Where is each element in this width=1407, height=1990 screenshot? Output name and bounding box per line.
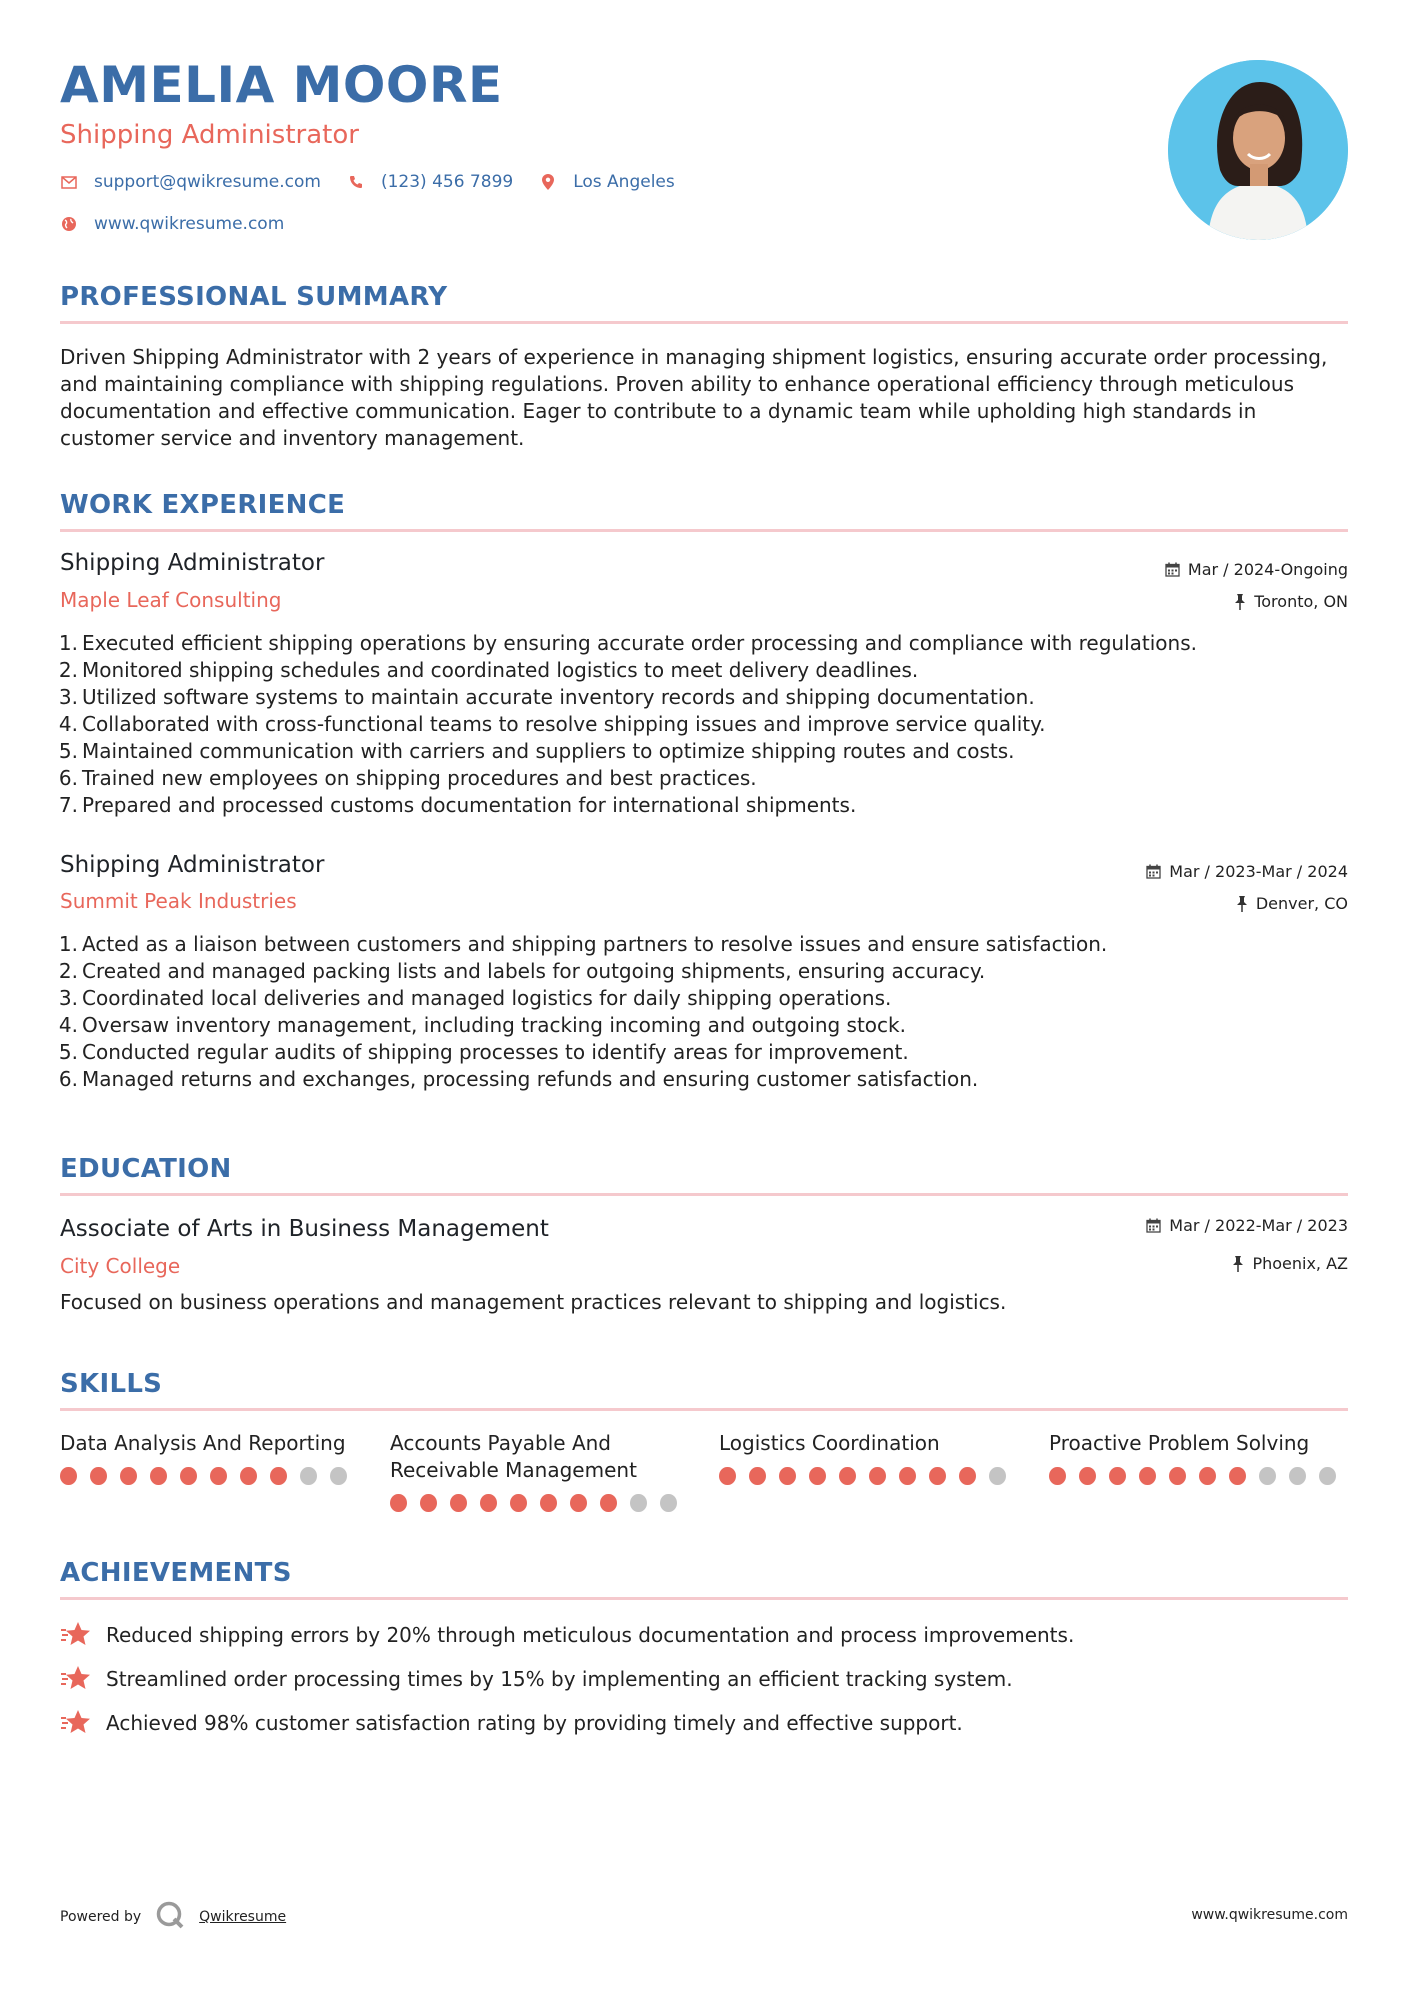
skill-dot-filled: [839, 1467, 856, 1485]
skill-dot-filled: [540, 1494, 557, 1512]
candidate-role: Shipping Administrator: [60, 120, 359, 150]
skill-dot-filled: [869, 1467, 886, 1485]
list-item: 7. Prepared and processed customs documentation for international shipments.: [58, 793, 857, 817]
skill-dot-filled: [1109, 1467, 1126, 1485]
skill-dot-filled: [390, 1494, 407, 1512]
education-location: [1232, 1254, 1348, 1273]
achievement-item: [60, 1664, 1013, 1694]
skill-dot-empty: [1319, 1467, 1336, 1485]
contact-row-secondary: [60, 214, 310, 234]
job-dates-text: Mar / 2024-Ongoing: [1187, 560, 1348, 579]
website-link[interactable]: www.qwikresume.com: [94, 214, 285, 234]
contact-row-primary: [60, 172, 701, 192]
pushpin-icon: [1232, 1256, 1244, 1272]
skill-dot-empty: [1289, 1467, 1306, 1485]
skill-item: [719, 1430, 1019, 1485]
skill-dot-filled: [1079, 1467, 1096, 1485]
skill-dot-filled: [240, 1467, 257, 1485]
skill-dot-filled: [210, 1467, 227, 1485]
pushpin-icon: [1234, 594, 1246, 610]
list-item: 3. Coordinated local deliveries and managed logistics for daily shipping operations.: [58, 986, 892, 1010]
qwikresume-logo-icon: [155, 1900, 185, 1934]
skill-item: [390, 1430, 690, 1512]
list-item: 1. Executed efficient shipping operations by ensuring accurate order processing and compliance with regulations.: [58, 631, 1197, 655]
skill-dot-filled: [749, 1467, 766, 1485]
skill-name: Proactive Problem Solving: [1049, 1431, 1310, 1455]
section-divider: [60, 1408, 1348, 1411]
skill-dot-filled: [1199, 1467, 1216, 1485]
footer-url[interactable]: www.qwikresume.com: [1191, 1907, 1348, 1923]
list-item: 2. Monitored shipping schedules and coordinated logistics to meet delivery deadlines.: [58, 658, 919, 682]
achievement-text: Achieved 98% customer satisfaction rating by providing timely and effective support.: [106, 1711, 963, 1735]
list-item: 4. Oversaw inventory management, including tracking incoming and outgoing stock.: [58, 1013, 906, 1037]
education-location-text: Phoenix, AZ: [1252, 1254, 1348, 1273]
job-location-text: Denver, CO: [1255, 894, 1348, 913]
job-bullets: [52, 630, 1352, 819]
job-dates-text: Mar / 2023-Mar / 2024: [1169, 862, 1348, 881]
skill-rating: [719, 1467, 1019, 1485]
skill-dot-filled: [120, 1467, 137, 1485]
powered-by-label: Powered by: [60, 1909, 142, 1925]
skill-dot-filled: [929, 1467, 946, 1485]
achievements-heading: ACHIEVEMENTS: [60, 1558, 292, 1588]
section-divider: [60, 1193, 1348, 1196]
star-award-icon: [60, 1708, 92, 1738]
job-title: Shipping Administrator: [60, 852, 325, 878]
skill-dot-filled: [809, 1467, 826, 1485]
achievement-text: Reduced shipping errors by 20% through meticulous documentation and process improvements.: [106, 1623, 1075, 1647]
skill-dot-filled: [719, 1467, 736, 1485]
skill-name: Logistics Coordination: [719, 1431, 940, 1455]
skill-dot-filled: [1049, 1467, 1066, 1485]
list-item: 4. Collaborated with cross-functional teams to resolve shipping issues and improve service quality.: [58, 712, 1046, 736]
company-name: Summit Peak Industries: [60, 889, 297, 913]
profile-photo: [1168, 60, 1348, 240]
phone-number[interactable]: (123) 456 7899: [380, 172, 514, 192]
skill-dot-empty: [1259, 1467, 1276, 1485]
skill-name: Data Analysis And Reporting: [60, 1431, 346, 1455]
skill-dot-filled: [180, 1467, 197, 1485]
skill-dot-filled: [570, 1494, 587, 1512]
skill-dot-filled: [510, 1494, 527, 1512]
list-item: 1. Acted as a liaison between customers and shipping partners to resolve issues and ensure satisfaction.: [58, 932, 1108, 956]
company-name: Maple Leaf Consulting: [60, 588, 282, 612]
summary-text: Driven Shipping Administrator with 2 years of experience in managing shipment logistics, ensuring accurate order processing, and maintaining compliance with shipping regulations. Proven ability to enhance operational efficiency through meticulous documentation and effective communication. Eager to contribute to a dynamic team while upholding high standards in customer service and inventory management.: [60, 345, 1328, 450]
achievement-text: Streamlined order processing times by 15% by implementing an efficient tracking system.: [106, 1667, 1013, 1691]
skill-item: [60, 1430, 360, 1485]
skill-item: [1049, 1430, 1349, 1485]
summary-heading: PROFESSIONAL SUMMARY: [60, 282, 448, 312]
education-dates-text: Mar / 2022-Mar / 2023: [1169, 1216, 1348, 1235]
skill-dot-filled: [480, 1494, 497, 1512]
school-name: City College: [60, 1254, 181, 1278]
skill-dot-filled: [60, 1467, 77, 1485]
skill-dot-filled: [1169, 1467, 1186, 1485]
job-location-text: Toronto, ON: [1254, 592, 1348, 611]
job-location: [1236, 894, 1348, 913]
phone-icon: [347, 173, 365, 191]
star-award-icon: [60, 1620, 92, 1650]
skill-dot-filled: [899, 1467, 916, 1485]
skill-rating: [390, 1494, 690, 1512]
list-item: 6. Trained new employees on shipping procedures and best practices.: [58, 766, 757, 790]
list-item: 3. Utilized software systems to maintain accurate inventory records and shipping documentation.: [58, 685, 1035, 709]
email-link[interactable]: support@qwikresume.com: [94, 172, 321, 192]
skill-dot-filled: [450, 1494, 467, 1512]
skill-dot-filled: [1139, 1467, 1156, 1485]
education-description: Focused on business operations and management practices relevant to shipping and logistics.: [60, 1290, 1007, 1314]
job-dates: [1146, 862, 1348, 881]
skill-dot-filled: [600, 1494, 617, 1512]
calendar-icon: [1146, 1218, 1161, 1233]
footer-powered-by: [60, 1900, 286, 1934]
skill-rating: [60, 1467, 360, 1485]
section-divider: [60, 321, 1348, 324]
candidate-name: AMELIA MOORE: [60, 56, 503, 114]
achievement-item: [60, 1708, 963, 1738]
skill-dot-empty: [330, 1467, 347, 1485]
calendar-icon: [1165, 562, 1180, 577]
skill-dot-filled: [270, 1467, 287, 1485]
star-award-icon: [60, 1664, 92, 1694]
skill-rating: [1049, 1467, 1349, 1485]
job-dates: [1165, 560, 1348, 579]
job-bullets: [52, 931, 1352, 1093]
skill-dot-empty: [660, 1494, 677, 1512]
skill-dot-empty: [300, 1467, 317, 1485]
list-item: 5. Conducted regular audits of shipping processes to identify areas for improvement.: [58, 1040, 909, 1064]
qwikresume-link[interactable]: Qwikresume: [199, 1909, 287, 1925]
skill-dot-empty: [989, 1467, 1006, 1485]
list-item: 2. Created and managed packing lists and labels for outgoing shipments, ensuring accuracy.: [58, 959, 986, 983]
location-text: Los Angeles: [573, 172, 675, 192]
envelope-icon: [60, 173, 78, 191]
list-item: 6. Managed returns and exchanges, processing refunds and ensuring customer satisfaction.: [58, 1067, 979, 1091]
skill-dot-filled: [1229, 1467, 1246, 1485]
skill-name: Accounts Payable And Receivable Management: [390, 1431, 637, 1482]
skill-dot-filled: [959, 1467, 976, 1485]
section-divider: [60, 1597, 1348, 1600]
job-title: Shipping Administrator: [60, 550, 325, 576]
list-item: 5. Maintained communication with carriers and suppliers to optimize shipping routes and costs.: [58, 739, 1015, 763]
education-heading: EDUCATION: [60, 1154, 232, 1184]
pushpin-icon: [1236, 896, 1248, 912]
job-location: [1234, 592, 1348, 611]
calendar-icon: [1146, 864, 1161, 879]
skill-dot-filled: [779, 1467, 796, 1485]
skill-dot-filled: [150, 1467, 167, 1485]
experience-heading: WORK EXPERIENCE: [60, 490, 346, 520]
map-pin-icon: [539, 173, 557, 191]
skills-heading: SKILLS: [60, 1369, 163, 1399]
achievement-item: [60, 1620, 1074, 1650]
degree-title: Associate of Arts in Business Management: [60, 1216, 549, 1242]
skill-dot-filled: [420, 1494, 437, 1512]
section-divider: [60, 529, 1348, 532]
globe-icon: [60, 215, 78, 233]
education-dates: [1146, 1216, 1348, 1235]
skill-dot-filled: [90, 1467, 107, 1485]
skill-dot-empty: [630, 1494, 647, 1512]
